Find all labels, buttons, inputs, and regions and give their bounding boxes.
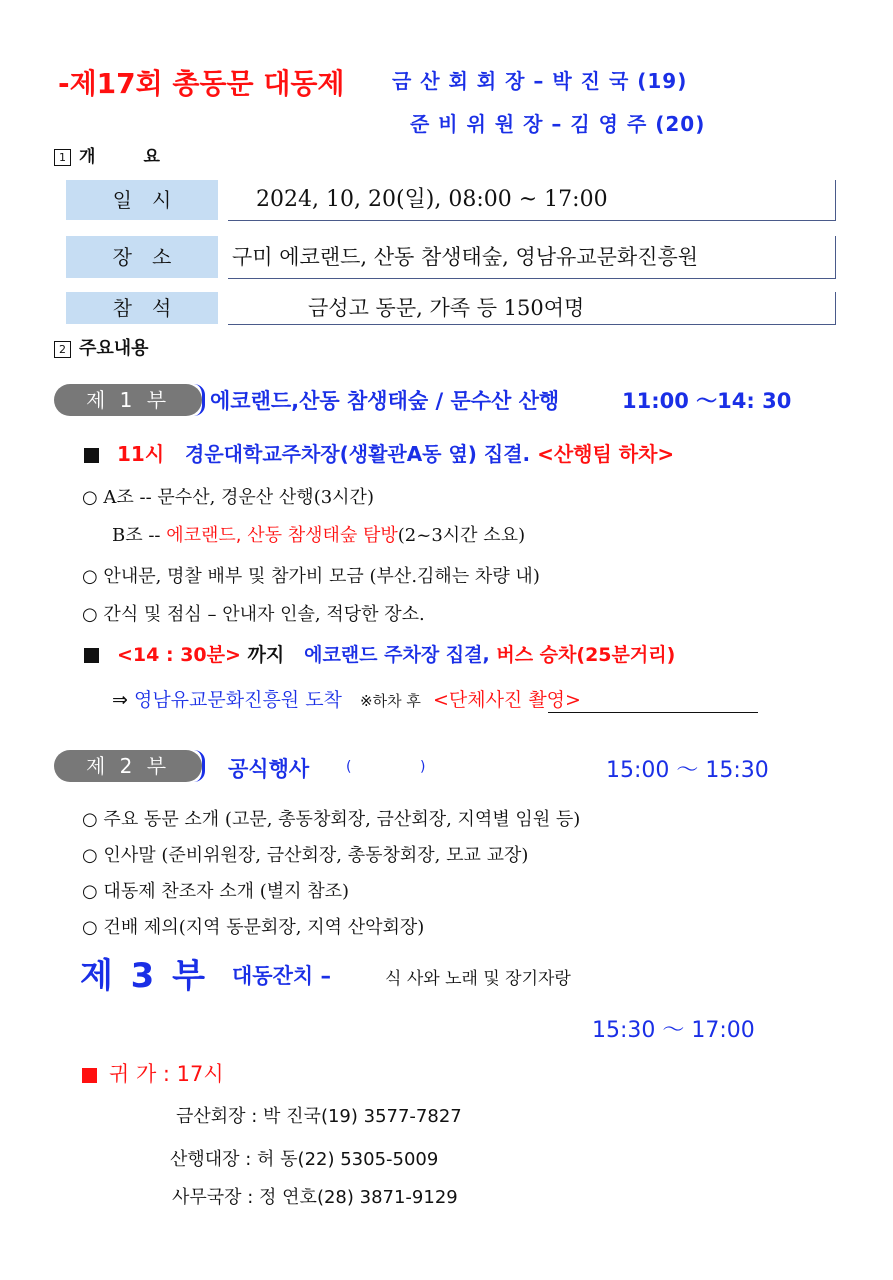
square-bullet-icon <box>84 448 99 463</box>
info-value: 구미 에코랜드, 산동 참생태숲, 영남유교문화진흥원 <box>228 236 836 279</box>
group-photo: <단체사진 촬영> <box>432 689 581 711</box>
part-2-time: 15:00 ～ 15:30 <box>606 758 769 783</box>
part-3-title: 대동잔치 – <box>232 964 331 988</box>
part-2-item: ○ 대동제 찬조자 소개 (별지 참조) <box>82 881 350 902</box>
underline-divider <box>548 712 758 713</box>
group-b-activity: 에코랜드, 산동 참생태숲 탐방 <box>166 525 398 546</box>
part-1-badge: 제 1 부 <box>54 384 202 416</box>
header-committee-chair: 준 비 위 원 장 – 김 영 주 (20) <box>410 112 706 136</box>
part-2-item: ○ 주요 동문 소개 (고문, 총동창회장, 금산회장, 지역별 임원 등) <box>82 809 581 830</box>
section-main-content-heading <box>54 334 149 360</box>
bus-boarding: 버스 승차(25분거리) <box>489 644 676 666</box>
info-label: 장소 <box>66 236 218 278</box>
arrival-text: 영남유교문화진흥원 도착 <box>133 689 342 711</box>
arrival-note: ※하차 후 <box>360 692 421 710</box>
return-home-line <box>82 1058 224 1088</box>
section-title-a: 개 <box>79 147 96 167</box>
part-2-paren-open: ( <box>346 759 352 775</box>
part-2-item: ○ 건배 제의(지역 동문회장, 지역 산악회장) <box>82 917 425 938</box>
part-3-time: 15:30 ～ 17:00 <box>592 1018 755 1043</box>
part-1-line-guide: ○ 안내문, 명찰 배부 및 참가비 모금 (부산.김해는 차량 내) <box>82 566 540 587</box>
gathering-note: <산행팀 하차> <box>537 442 675 466</box>
part-1-line-arrival <box>112 685 581 712</box>
event-title: -제17회 총동문 대동제 <box>58 67 345 100</box>
contact-line: 금산회장 : 박 진국(19) 3577-7827 <box>176 1106 462 1127</box>
part-1-line-lunch: ○ 간식 및 점심 – 안내자 인솔, 적당한 장소. <box>82 604 425 625</box>
part-2-item: ○ 인사말 (준비위원장, 금산회장, 총동창회장, 모교 교장) <box>82 845 529 866</box>
bus-gathering: 에코랜드 주차장 집결, <box>304 644 490 666</box>
part-1-line-bus <box>84 640 675 667</box>
info-row-attendees <box>66 292 836 324</box>
info-label: 일시 <box>66 180 218 220</box>
info-value: 금성고 동문, 가족 등 150여명 <box>228 292 836 325</box>
part-1-time: 11:00 ～14: 30 <box>622 389 792 413</box>
part-3-description: 식 사와 노래 및 장기자랑 <box>385 969 571 989</box>
section-title-b: 요 <box>143 147 160 167</box>
part-2-paren-close: ) <box>420 759 426 775</box>
section-number: 1 <box>54 149 71 166</box>
contact-line: 사무국장 : 정 연호(28) 3871-9129 <box>172 1187 458 1208</box>
group-b-duration: (2~3시간 소요) <box>397 525 526 546</box>
section-overview-heading <box>54 142 160 167</box>
gathering-text: 경운대학교주차장(생활관A동 옆) 집결. <box>185 442 538 466</box>
part-3-label: 제 3 부 <box>80 956 209 996</box>
contact-line: 산행대장 : 허 동(22) 5305-5009 <box>170 1149 439 1170</box>
arrow-icon: ⇒ <box>112 689 134 711</box>
gathering-time: 11시 <box>117 442 165 466</box>
part-1-line-group-b <box>112 521 525 547</box>
part-1-line-gathering <box>84 438 674 467</box>
bus-until: 까지 <box>240 644 291 666</box>
info-value: 2024, 10, 20(일), 08:00 ~ 17:00 <box>228 180 836 221</box>
return-text: 귀 가 : 17시 <box>109 1062 224 1086</box>
square-bullet-icon <box>82 1068 97 1083</box>
info-row-datetime <box>66 180 836 220</box>
section-title: 주요내용 <box>79 338 149 359</box>
group-b-prefix: B조 -- <box>112 525 167 546</box>
part-1-title: 에코랜드,산동 참생태숲 / 문수산 산행 <box>210 389 560 413</box>
bus-time: <14 : 30분> <box>117 644 241 666</box>
section-number: 2 <box>54 341 71 358</box>
info-label: 참석 <box>66 292 218 324</box>
part-2-badge: 제 2 부 <box>54 750 202 782</box>
square-bullet-icon <box>84 648 99 663</box>
part-2-title: 공식행사 <box>228 757 310 781</box>
header-chairman: 금 산 회 회 장 – 박 진 국 (19) <box>392 69 688 93</box>
part-1-line-group-a: ○ A조 -- 문수산, 경운산 산행(3시간) <box>82 487 374 508</box>
info-row-place <box>66 236 836 278</box>
